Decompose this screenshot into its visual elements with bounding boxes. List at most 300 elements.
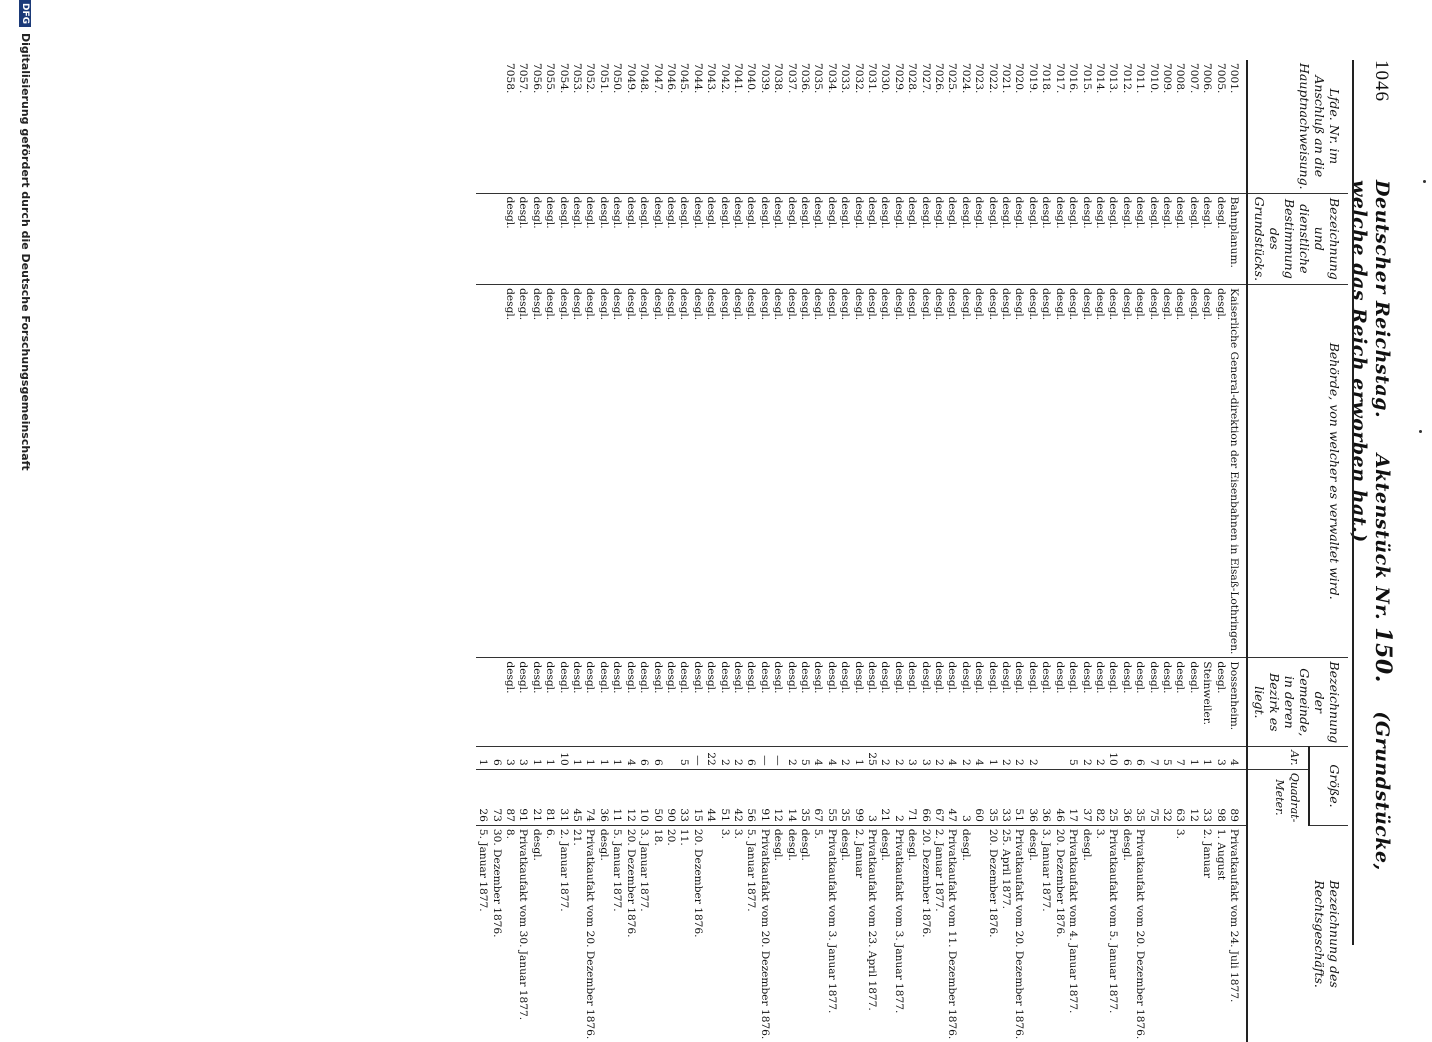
row-municipality: desgl. — [1146, 658, 1159, 747]
table-row — [1026, 60, 1039, 1042]
row-municipality: desgl. — [945, 658, 958, 747]
row-size-qm: 42 — [731, 769, 744, 825]
row-size-ar: 2 — [958, 747, 971, 770]
row-municipality: desgl. — [677, 658, 690, 747]
row-size-qm: 44 — [704, 769, 717, 825]
row-size-ar: 5 — [1066, 747, 1079, 770]
row-municipality: desgl. — [999, 658, 1012, 747]
digitization-credit: Digitalisierung gefördert durch die Deutsche Forschungsgemeinschaft — [19, 33, 32, 471]
row-authority: desgl. — [1093, 285, 1106, 658]
row-size-qm: 87 — [503, 769, 516, 825]
scan-speck — [1423, 180, 1426, 183]
row-transaction: 6. — [544, 828, 557, 839]
row-size-qm: 67 — [811, 769, 824, 825]
row-designation: desgl. — [1093, 193, 1106, 285]
row-authority: desgl. — [999, 285, 1012, 658]
row-municipality: desgl. — [597, 658, 610, 747]
row-size-qm: 32 — [1160, 769, 1173, 825]
row-size-ar: 3 — [1213, 747, 1226, 770]
row-designation: desgl. — [1079, 193, 1092, 285]
row-number: 7007. — [1186, 60, 1199, 193]
row-municipality: desgl. — [757, 658, 770, 747]
row-number: 7014. — [1093, 60, 1106, 193]
row-municipality: desgl. — [878, 658, 891, 747]
row-authority: desgl. — [1012, 285, 1025, 658]
row-size-ar: 1 — [1186, 747, 1199, 770]
row-municipality: desgl. — [1052, 658, 1065, 747]
row-number: 7047. — [650, 60, 663, 193]
row-transaction: desgl. — [597, 828, 610, 861]
table-row — [489, 60, 502, 1042]
table-row — [985, 60, 998, 1042]
row-size-qm: 12 — [623, 769, 636, 825]
row-number: 7016. — [1066, 60, 1079, 193]
row-designation: desgl. — [516, 193, 529, 285]
row-size-ar: 2 — [1012, 747, 1025, 770]
row-size-qm: 45 — [570, 769, 583, 825]
row-transaction: 18. — [651, 828, 664, 846]
row-size-qm: 99 — [851, 769, 864, 825]
row-size-ar: — — [757, 747, 770, 770]
row-authority: desgl. — [543, 285, 556, 658]
row-authority: desgl. — [1146, 285, 1159, 658]
row-transaction: Privatkaufakt vom 3. Januar 1877. — [892, 828, 905, 1014]
row-municipality: desgl. — [824, 658, 837, 747]
row-size-qm: 71 — [905, 769, 918, 825]
row-size-ar: 3 — [918, 747, 931, 770]
table-header-row — [1309, 60, 1348, 1042]
row-size-qm: 36 — [597, 769, 610, 825]
row-transaction: Privatkaufakt vom 11. Dezember 1876. — [946, 828, 959, 1040]
row-authority: desgl. — [1200, 285, 1213, 658]
row-size-qm: 31 — [556, 769, 569, 825]
row-size-qm: 55 — [824, 769, 837, 825]
row-size-qm: 35 — [1133, 769, 1146, 825]
table-row — [1093, 60, 1106, 1042]
row-size-ar: 25 — [865, 747, 878, 770]
row-transaction: Privatkaufakt vom 30. Januar 1877. — [517, 828, 530, 1021]
row-size-qm: 75 — [1146, 769, 1159, 825]
row-authority: desgl. — [677, 285, 690, 658]
row-transaction: 2. Januar — [1201, 828, 1214, 878]
row-authority: desgl. — [1173, 285, 1186, 658]
table-row — [637, 60, 650, 1042]
row-size-qm: 51 — [1012, 769, 1025, 825]
row-size-qm: 73 — [489, 769, 502, 825]
col-header-size: Größe. — [1309, 747, 1348, 826]
row-size-qm: 17 — [1066, 769, 1079, 825]
row-designation: desgl. — [1213, 193, 1226, 285]
row-municipality: desgl. — [1186, 658, 1199, 747]
row-authority: desgl. — [878, 285, 891, 658]
row-designation: Bahnplanum. — [1227, 193, 1247, 285]
row-transaction: 5. Januar 1877. — [745, 828, 758, 912]
row-size-ar — [664, 747, 677, 770]
col-header-number: Lfde. Nr. im Anschluß an die Hauptnachweisung. — [1247, 60, 1348, 193]
row-number: 7051. — [597, 60, 610, 193]
row-size-ar: 4 — [1227, 747, 1247, 770]
col-header-transaction: Bezeichnung des Rechtsgeschäfts. — [1247, 825, 1348, 1042]
row-designation: desgl. — [1200, 193, 1213, 285]
row-designation: desgl. — [972, 193, 985, 285]
row-municipality: desgl. — [811, 658, 824, 747]
row-authority: desgl. — [704, 285, 717, 658]
row-designation: desgl. — [503, 193, 516, 285]
row-transaction: Privatkaufakt vom 5. Januar 1877. — [1107, 828, 1120, 1014]
row-transaction: Privatkaufakt vom 20. Dezember 1876. — [1013, 828, 1026, 1040]
row-municipality: desgl. — [637, 658, 650, 747]
row-transaction: desgl. — [959, 828, 972, 861]
table-row — [1119, 60, 1132, 1042]
table-row — [610, 60, 623, 1042]
row-size-ar: — — [690, 747, 703, 770]
row-designation: desgl. — [637, 193, 650, 285]
table-row — [623, 60, 636, 1042]
row-transaction: 5. Januar 1877. — [611, 828, 624, 912]
row-designation: desgl. — [677, 193, 690, 285]
table-row — [757, 60, 770, 1042]
row-size-qm: 67 — [932, 769, 945, 825]
row-number: 7010. — [1146, 60, 1159, 193]
row-transaction: 20. Dezember 1876. — [919, 828, 932, 938]
row-number: 7017. — [1052, 60, 1065, 193]
table-row — [798, 60, 811, 1042]
row-designation: desgl. — [610, 193, 623, 285]
row-municipality: desgl. — [1079, 658, 1092, 747]
row-size-qm: 3 — [958, 769, 971, 825]
row-authority: desgl. — [690, 285, 703, 658]
row-designation: desgl. — [1012, 193, 1025, 285]
row-size-qm: 60 — [972, 769, 985, 825]
row-designation: desgl. — [1052, 193, 1065, 285]
table-row — [650, 60, 663, 1042]
row-municipality: desgl. — [503, 658, 516, 747]
scan-speck — [1419, 430, 1422, 433]
row-municipality: desgl. — [771, 658, 784, 747]
row-authority: desgl. — [1133, 285, 1146, 658]
row-number: 7055. — [543, 60, 556, 193]
row-designation: desgl. — [757, 193, 770, 285]
row-authority — [489, 285, 502, 658]
col-header-designation: Bezeichnung und dienstliche Bestimmung des Grundstücks. — [1247, 193, 1348, 285]
row-size-ar: 2 — [717, 747, 730, 770]
document-number: 150. — [1370, 627, 1396, 683]
row-municipality — [489, 658, 502, 747]
table-row — [878, 60, 891, 1042]
row-designation: desgl. — [650, 193, 663, 285]
row-number: 7052. — [583, 60, 596, 193]
row-designation: desgl. — [623, 193, 636, 285]
row-number: 7041. — [731, 60, 744, 193]
row-municipality: desgl. — [1133, 658, 1146, 747]
row-municipality: desgl. — [690, 658, 703, 747]
row-size-qm: 2 — [891, 769, 904, 825]
row-number: 7046. — [664, 60, 677, 193]
row-municipality: desgl. — [1119, 658, 1132, 747]
row-municipality: desgl. — [556, 658, 569, 747]
row-authority: desgl. — [1186, 285, 1199, 658]
row-transaction — [1186, 825, 1199, 1042]
row-designation: desgl. — [918, 193, 931, 285]
table-row — [1146, 60, 1159, 1042]
row-number: 7035. — [811, 60, 824, 193]
row-size-ar: 1 — [583, 747, 596, 770]
row-transaction: 20. Dezember 1876. — [624, 828, 637, 938]
row-transaction: 3. — [731, 828, 744, 839]
row-size-ar: 2 — [784, 747, 797, 770]
row-size-ar: 4 — [824, 747, 837, 770]
row-transaction: 25. April 1877. — [1000, 828, 1013, 910]
row-authority: desgl. — [972, 285, 985, 658]
row-authority: desgl. — [556, 285, 569, 658]
row-authority: desgl. — [1039, 285, 1052, 658]
row-size-qm: 37 — [1079, 769, 1092, 825]
row-size-qm: 90 — [664, 769, 677, 825]
row-number: 7053. — [570, 60, 583, 193]
row-transaction: 3. Januar 1877. — [638, 828, 651, 912]
row-transaction: desgl. — [1120, 828, 1133, 861]
row-transaction: Privatkaufakt vom 20. Dezember 1876. — [584, 828, 597, 1040]
row-designation: desgl. — [878, 193, 891, 285]
document-subtitle: (Grundstücke, welche das Reich erworben hat.) — [1348, 180, 1393, 871]
row-designation: desgl. — [1146, 193, 1159, 285]
row-designation: desgl. — [985, 193, 998, 285]
row-size-qm: 35 — [985, 769, 998, 825]
row-transaction: Privatkaufakt vom 24. Juli 1877. — [1228, 828, 1240, 1003]
row-size-ar: 4 — [945, 747, 958, 770]
row-size-qm: 12 — [771, 769, 784, 825]
row-municipality — [476, 658, 489, 747]
row-number: 7033. — [838, 60, 851, 193]
row-size-ar: 2 — [932, 747, 945, 770]
row-transaction: desgl. — [799, 828, 811, 861]
row-designation — [476, 193, 489, 285]
table-row — [529, 60, 542, 1042]
row-designation: desgl. — [704, 193, 717, 285]
row-number: 7005. — [1213, 60, 1226, 193]
row-transaction: desgl. — [785, 828, 798, 861]
row-municipality: desgl. — [784, 658, 797, 747]
header-rule — [1352, 60, 1354, 945]
row-transaction: 20. — [664, 828, 677, 846]
row-authority: desgl. — [529, 285, 542, 658]
row-number: 7032. — [851, 60, 864, 193]
row-municipality: desgl. — [623, 658, 636, 747]
table-row — [690, 60, 703, 1042]
row-designation: desgl. — [744, 193, 757, 285]
row-authority: desgl. — [731, 285, 744, 658]
row-size-qm: 56 — [744, 769, 757, 825]
row-authority: desgl. — [1160, 285, 1173, 658]
row-municipality: desgl. — [851, 658, 864, 747]
row-municipality: desgl. — [650, 658, 663, 747]
page-header — [1348, 60, 1396, 945]
row-authority: desgl. — [865, 285, 878, 658]
row-transaction: 3. — [718, 828, 731, 839]
row-size-ar: 5 — [1160, 747, 1173, 770]
row-number — [476, 60, 489, 193]
row-size-ar: 2 — [1026, 747, 1039, 770]
table-row — [1227, 60, 1247, 1042]
row-size-ar: 2 — [999, 747, 1012, 770]
land-register-table — [476, 60, 1348, 1042]
row-authority: desgl. — [1213, 285, 1226, 658]
row-designation: desgl. — [556, 193, 569, 285]
row-size-qm: 98 — [1213, 769, 1226, 825]
row-size-ar: 7 — [1173, 747, 1186, 770]
row-transaction — [704, 825, 717, 1042]
row-designation: desgl. — [838, 193, 851, 285]
row-transaction: 3. Januar 1877. — [1040, 828, 1053, 912]
row-transaction: 30. Dezember 1876. — [490, 828, 503, 938]
row-municipality: desgl. — [798, 658, 811, 747]
row-designation: desgl. — [717, 193, 730, 285]
table-row — [1066, 60, 1079, 1042]
row-size-ar: 7 — [1146, 747, 1159, 770]
row-size-ar: 5 — [798, 747, 811, 770]
row-number: 7056. — [529, 60, 542, 193]
row-number: 7008. — [1173, 60, 1186, 193]
row-transaction: 1. August — [1214, 828, 1227, 881]
row-authority: desgl. — [1066, 285, 1079, 658]
row-authority: desgl. — [784, 285, 797, 658]
row-number: 7057. — [516, 60, 529, 193]
row-municipality: desgl. — [865, 658, 878, 747]
row-size-ar: 1 — [476, 747, 489, 770]
row-size-qm: 81 — [543, 769, 556, 825]
row-size-qm: 36 — [1119, 769, 1132, 825]
table-row — [516, 60, 529, 1042]
row-number: 7045. — [677, 60, 690, 193]
row-number: 7031. — [865, 60, 878, 193]
row-transaction: 3. — [1093, 828, 1106, 839]
row-designation: desgl. — [664, 193, 677, 285]
row-number: 7039. — [757, 60, 770, 193]
row-municipality: desgl. — [1026, 658, 1039, 747]
row-transaction: desgl. — [530, 828, 543, 861]
row-authority: desgl. — [757, 285, 770, 658]
row-number: 7026. — [932, 60, 945, 193]
row-designation: desgl. — [1186, 193, 1199, 285]
row-size-ar: 6 — [1133, 747, 1146, 770]
row-size-ar: 2 — [838, 747, 851, 770]
row-authority: desgl. — [1079, 285, 1092, 658]
row-authority: desgl. — [1106, 285, 1119, 658]
row-municipality: desgl. — [932, 658, 945, 747]
col-header-municipality: Bezeichnung der Gemeinde, in deren Bezirk es liegt. — [1247, 658, 1348, 747]
row-designation: desgl. — [798, 193, 811, 285]
table-row — [945, 60, 958, 1042]
row-authority: desgl. — [918, 285, 931, 658]
row-transaction: Privatkaufakt vom 20. Dezember 1876. — [758, 828, 771, 1040]
row-size-ar: 1 — [985, 747, 998, 770]
table-row — [1106, 60, 1119, 1042]
row-designation: desgl. — [958, 193, 971, 285]
row-number: 7025. — [945, 60, 958, 193]
table-row — [905, 60, 918, 1042]
row-size-qm: 47 — [945, 769, 958, 825]
table-row — [597, 60, 610, 1042]
row-transaction: 20. Dezember 1876. — [1053, 828, 1066, 938]
table-row — [1133, 60, 1146, 1042]
table-row — [918, 60, 931, 1042]
table-row — [476, 60, 489, 1042]
row-designation: desgl. — [905, 193, 918, 285]
table-row — [865, 60, 878, 1042]
row-size-qm: 36 — [1026, 769, 1039, 825]
row-number: 7049. — [623, 60, 636, 193]
row-designation: desgl. — [999, 193, 1012, 285]
row-number: 7034. — [824, 60, 837, 193]
row-municipality: Dossenheim. — [1227, 658, 1247, 747]
table-row — [932, 60, 945, 1042]
table-row — [664, 60, 677, 1042]
row-size-ar: 1 — [597, 747, 610, 770]
row-authority: desgl. — [891, 285, 904, 658]
row-number: 7001. — [1227, 60, 1247, 193]
row-designation: desgl. — [543, 193, 556, 285]
row-authority: desgl. — [610, 285, 623, 658]
row-number: 7048. — [637, 60, 650, 193]
row-size-qm: 89 — [1227, 769, 1247, 825]
row-size-ar: 10 — [556, 747, 569, 770]
row-authority: desgl. — [664, 285, 677, 658]
document-label: Aktenstück Nr. — [1371, 453, 1393, 621]
row-size-ar — [1039, 747, 1052, 770]
row-number: 7012. — [1119, 60, 1132, 193]
row-size-ar: 6 — [744, 747, 757, 770]
row-number: 7044. — [690, 60, 703, 193]
table-row — [677, 60, 690, 1042]
row-designation: desgl. — [865, 193, 878, 285]
row-size-qm: 21 — [878, 769, 891, 825]
row-number: 7019. — [1026, 60, 1039, 193]
row-transaction: desgl. — [772, 828, 785, 861]
row-size-ar: 4 — [972, 747, 985, 770]
table-row — [543, 60, 556, 1042]
row-transaction — [1146, 825, 1159, 1042]
row-designation: desgl. — [731, 193, 744, 285]
row-size-ar: 6 — [650, 747, 663, 770]
row-transaction: 20. Dezember 1876. — [691, 828, 704, 938]
row-number: 7030. — [878, 60, 891, 193]
table-row — [771, 60, 784, 1042]
row-number: 7018. — [1039, 60, 1052, 193]
col-header-qm: Quadrat-Meter. — [1247, 769, 1309, 825]
table-row — [583, 60, 596, 1042]
row-authority: desgl. — [583, 285, 596, 658]
row-municipality: desgl. — [731, 658, 744, 747]
row-transaction — [1160, 825, 1173, 1042]
row-size-ar: 2 — [1093, 747, 1106, 770]
row-municipality: desgl. — [891, 658, 904, 747]
row-municipality: desgl. — [985, 658, 998, 747]
row-size-ar: 3 — [516, 747, 529, 770]
row-size-qm: 12 — [1186, 769, 1199, 825]
row-number: 7020. — [1012, 60, 1025, 193]
row-authority: desgl. — [623, 285, 636, 658]
row-number: 7027. — [918, 60, 931, 193]
row-municipality: desgl. — [905, 658, 918, 747]
row-authority: desgl. — [958, 285, 971, 658]
row-transaction: desgl. — [906, 828, 919, 861]
row-authority: desgl. — [838, 285, 851, 658]
row-designation: desgl. — [1066, 193, 1079, 285]
row-size-qm: 26 — [476, 769, 489, 825]
table-row — [1186, 60, 1199, 1042]
row-size-qm: 46 — [1052, 769, 1065, 825]
row-designation: desgl. — [597, 193, 610, 285]
